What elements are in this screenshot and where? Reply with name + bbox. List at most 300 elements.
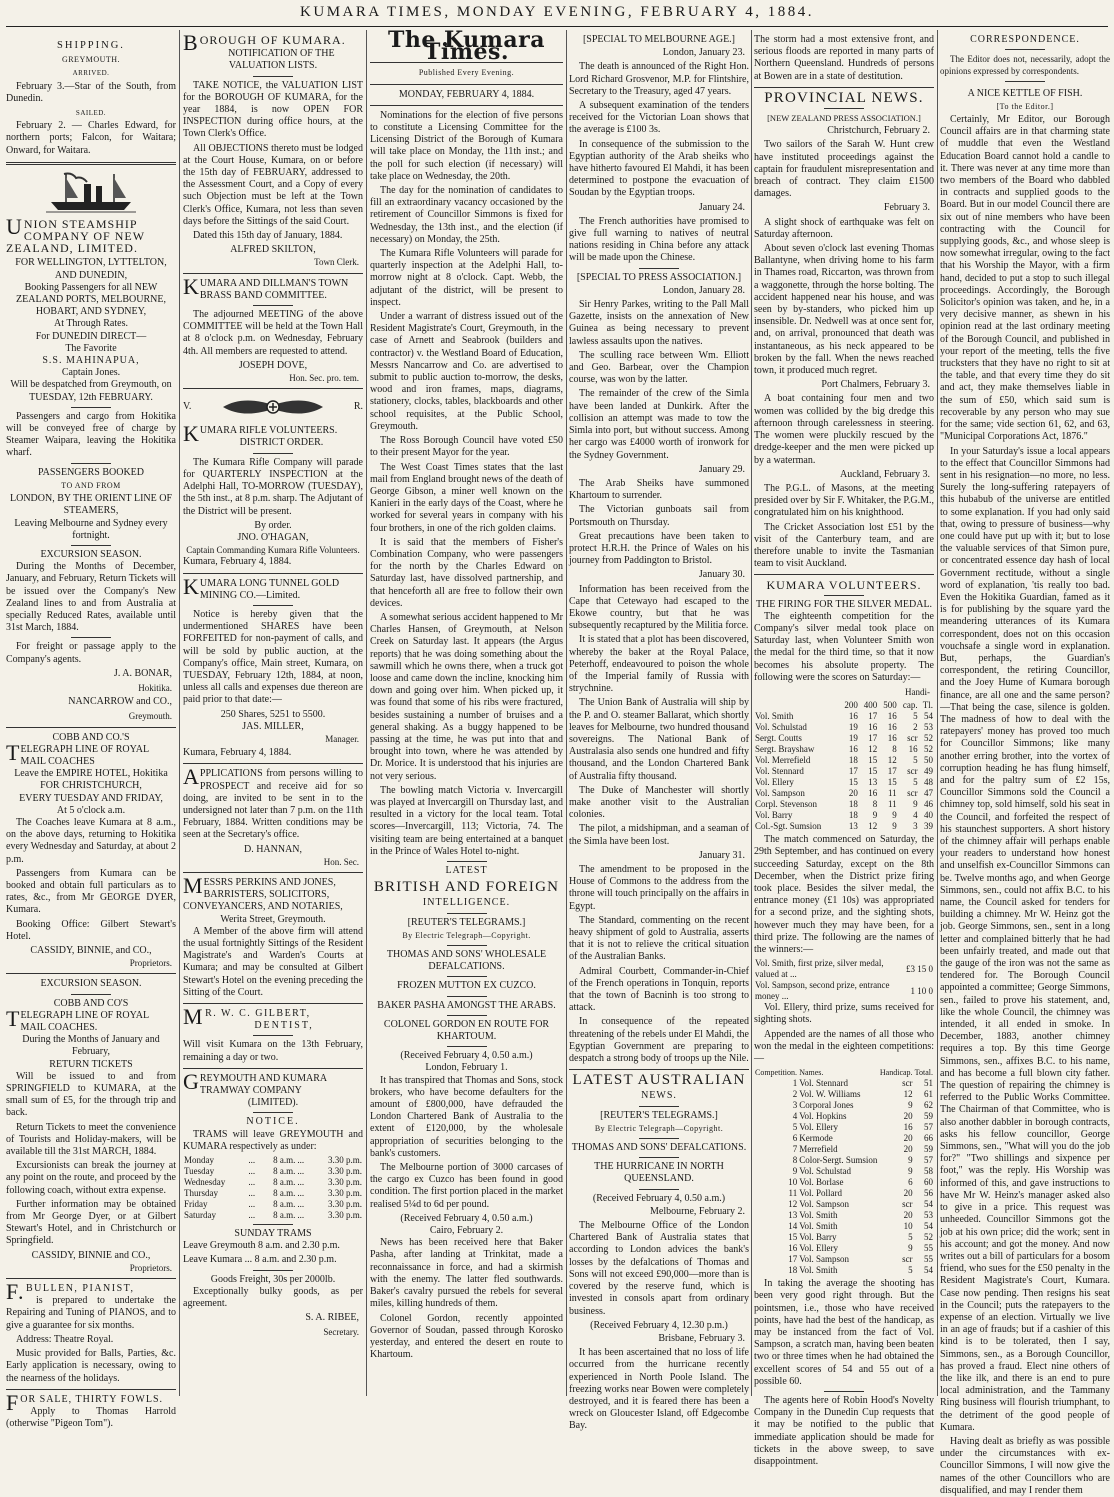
news-paragraph: The Victorian gunboats sail from Portsmouth on Thursday. <box>569 504 749 528</box>
tram-day: Monday <box>184 1155 214 1166</box>
shooter-name: Vol. Stennard <box>755 766 804 777</box>
competition-number: 9 <box>792 1166 798 1177</box>
rifle-signature: JNO. O'HAGAN, <box>237 531 309 543</box>
news-paragraph: It is said that the members of Fisher's Combination Company, who were passengers for the north by the Charles Edward on Saturday last, have dissolved partnership, and that henceforth all are free to follow their own devices. <box>370 536 563 609</box>
score-value: 16 <box>887 722 897 733</box>
score-value: scr <box>907 788 918 799</box>
perkins-address: Werita Street, Greymouth. <box>220 913 326 925</box>
divider <box>6 162 176 165</box>
latest-heading: LATEST <box>445 865 488 876</box>
tram-timetable <box>183 1155 363 1221</box>
score-row <box>754 821 934 832</box>
letter-paragraph: In your Saturday's issue a local appears to the effect that Councillor Simmons had sent in his resignation—no more, no less. Surely the long-suffering ratepayers of this hubabub of the universe are entitled to some explanation. If you had only said that, owing to pressure of business—why one could have put up with it; but to lose the valuable services of that Simon pure, or concentrated essence day hash of local Government rectitude, without a single word of explanation, 'tis really too bad. Even the Hokitika Guardian, famed as it is for publishing by the square yard the meandering utterances of its Kumara correspondent, does not on this occasion vouchsafe a single word in explanation. But, perhaps, the Guardian's correspondent, the retiring Councillor, and the Joey Hume of Kumara borough finance, are all one and the same person?—That being the case, silence is golden. The madness of how to deal with the ratepayers' money has proved too much for Councillor Simmons; like many another erring brother, into the vortex of corruption heading he has flung himself, and for the paltry sum of £2 15s, Councillor Simmons sold the Council a chimney top, sold himself, sold his seat in the Council, and forfeited the respect of his staunchest supporters. A short history of the chimney affair will perhaps enable your readers to understand how honest and unselfish ex-Councillor Simmons can be. Twelve months ago, and when George Simmons, sen., could not affix B.C. to his name, the Council asked for tenders for building a chimney. Mr W. Heinz got the job. George Simmons, sen., sent in a long letter and complained bitterly that he had been unfairly treated, and made out that the gauge of the iron was not the same as tendered for. The Borough Council appointed a committee; George Simmons, sen., failed to prove his statement, and, like the whole Council, the chimney was intended, it all ended in smoke. In December, 1883, another chimney requires a top. By this time George Simmons, sen., affixes B.C. to his name, and has become a full blown city father. The question of repairing the chimney is referred to the Public Works Committee. The Chairman of that Committee, who is also another dabbler in borough contracts, asks his fellow councillor, George Simmons, sen., "What will you do the job for?" "Two shillings and sixpence per foot," was the reply. His Worship was informed of this, and gave instructions to have Mr W. Heinz's manager asked also to give in a price. This request was unheeded. Councillor Simmons got the job at his own price; did the work; sent in his account; and got the money. And now writes out a bill of particulars for a bosom friend, who sues for the £50 penalty in the Resident Magistrate's Court, Kumara. Case now pending. Then resigns his seat in the Council; puts the ratepayers to the expense of an election. Virtually we live in an age of frauds; but if a cashier of this kind is to be tolerated, then I say, Simmons, sen., as a Borough Councillor, has proved a fraud. Elect nine others of the like ilk, and there is an end to pure local administration, and the Tammany Ring business will flourish triumphant, to the detriment of the good people of Kumara. <box>940 445 1110 1433</box>
news-paragraph: A somewhat serious accident happened to Mr Charles Hansen, of Greymouth, at Nelson Creek on Saturday last. It appears (the Argus reports) that he was doing something about the sawmill which he owns there, when a truck got loose and came down the incline, knocking him down and going over him. When picked up, it was found that some of his ribs were fractured, besides sustaining a number of bruises and a general shaking. As a buggy happened to be passing at the time, he was put into that and brought into town, where he was attended by Dr. Morice. It is understood that his injuries are not very serious. <box>370 611 563 782</box>
borough-heading: BOROUGH OF KUMARA. <box>183 30 346 55</box>
news-paragraph: The pilot, a midshipman, and a seaman of the Simla have been lost. <box>569 823 749 847</box>
news-paragraph: A slight shock of earthquake was felt on Saturday afternoon. <box>754 216 934 240</box>
news-paragraph: The remainder of the crew of the Simla have been landed at Dunkirk. After the collision an attempt was made to tow the Simla into port, but without success. Among her cargo was £4000 worth of ironwork for the Sydney Government. <box>569 388 749 461</box>
borough-signature: ALFRED SKILTON, <box>230 244 316 256</box>
news-paragraph: A subsequent examination of the tenders received for the Victorian Loan shows that the average is £100 3s. <box>569 100 749 136</box>
competition-handicap: 9 <box>908 1166 913 1177</box>
competition-total: 51 <box>924 1078 933 1089</box>
competition-winner: Kermode <box>799 1133 833 1144</box>
news-paragraph: Information has been received from the Cape that Cetewayo had escaped to the Ekowe country, but that he was subsequently recaptured by the Militia force. <box>569 583 749 632</box>
tram-leader: ... <box>248 1188 256 1199</box>
letter-paragraph: Certainly, Mr Editor, our Borough Council affairs are in that charming state of muddle that even the Westland Education Board cannot hold a candle to it. There was never at any time more than two members of the Board who dabbled in contracts and supplied goods to the Board. But in our model Council there are six out of nine members who have been contracting with the Council for supplying goods, &c., and whose sleep is now somewhat irregular, owing to the fact that his Worship the Mayor, with a firm hand, decided to put a stop to such illegal proceedings. Accordingly, the Borough Solicitor's opinion was taken, and he, in a very decisive manner, as shewn in his opinion read at the last ordinary meeting of the Borough Council, and published in your report of the meeting, tells the five trucksters that they have no right to sit at the table, and that every time they do sit and act, they make themselves liable in the sum of £50, which said sum is recoverable by any person who may sue for the same; vide section 61, 62, and 63, "Municipal Corporations Act, 1876." <box>940 114 1110 443</box>
divider <box>183 273 363 274</box>
winners-table <box>754 958 934 1002</box>
published-line: Published Every Evening. <box>418 68 515 78</box>
top-rule <box>6 26 1108 27</box>
score-value: 11 <box>888 799 897 810</box>
divider <box>183 573 363 574</box>
score-value: 12 <box>868 744 878 755</box>
shooter-name: Corpl. Stevenson <box>755 799 817 810</box>
news-paragraph: Nominations for the election of five persons to constitute a Licensing Committee for the Licensing District of the Borough of Kumara will take place on Monday, the 11th inst.; and the poll for such election (if necessary) will take place on Wednesday, the 20th. <box>370 109 563 182</box>
latest-australian-heading: LATEST AUSTRALIAN <box>572 1072 746 1089</box>
shooter-name: Sergt. Brayshaw <box>755 744 815 755</box>
union-passengers: Passengers and cargo from Hokitika will be conveyed free of charge by Steamer Waipara, leaving the Hokitika wharf. <box>6 410 176 459</box>
headline: THE HURRICANE IN NORTH QUEENSLAND. <box>594 1161 724 1185</box>
score-value: 18 <box>848 755 858 766</box>
competition-row <box>754 1254 934 1265</box>
reuters-label: [REUTER'S TELEGRAMS.] <box>600 1109 718 1121</box>
divider <box>824 1391 864 1392</box>
excursion-heading: EXCURSION SEASON. <box>40 548 142 560</box>
headline: FROZEN MUTTON EX CUZCO. <box>397 980 536 992</box>
news-paragraph: The Cricket Association lost £51 by the visit of the Canterbury team, and are therefore unable to invite the Tasmanian team to visit Auckland. <box>754 521 934 570</box>
tramway-notice: NOTICE. <box>246 1116 300 1128</box>
agent-2: NANCARROW and CO., <box>68 696 172 708</box>
competition-handicap: 12 <box>903 1089 913 1100</box>
dateline: London, February 1. <box>425 1062 508 1074</box>
competition-total: 54 <box>924 1199 933 1210</box>
dateline: Christchurch, February 2. <box>827 125 930 137</box>
tram-day: Tuesday <box>184 1166 215 1177</box>
competition-winner: Vol. Schulstad <box>799 1166 852 1177</box>
news-paragraph: The agents here of Robin Hood's Novelty Company in the Dunedin Cup requests that it may be notified to the public that immediate application should be made for tickets in the above sweep, to save disappointment. <box>754 1395 934 1468</box>
british-foreign-heading: BRITISH AND FOREIGN <box>373 879 560 896</box>
competition-row <box>754 1122 934 1133</box>
port-name: GREYMOUTH. <box>61 55 121 65</box>
score-value: 5 <box>913 711 918 722</box>
divider <box>1005 49 1045 50</box>
intelligence-heading: INTELLIGENCE. <box>422 897 511 909</box>
tunnel-body: Notice is hereby given that the undermentioned SHARES have been FORFEITED for non-payment of calls, and will be sold by public auction, at the Company's office, Main street, Kumara, on TUESDAY, February 12th, 1884, at noon, unless all calls and expenses due thereon are paid prior to that date:— <box>183 608 363 706</box>
shooter-name: Col.-Sgt. Sumsion <box>755 821 822 832</box>
competition-winner: Vol. Ellery <box>799 1122 839 1133</box>
divider <box>639 1189 679 1190</box>
score-value: 16 <box>887 733 897 744</box>
special-label: [SPECIAL TO PRESS ASSOCIATION.] <box>576 271 742 283</box>
dateline: London, January 23. <box>662 47 745 59</box>
competition-row <box>754 1265 934 1276</box>
tunnel-shares: 250 Shares, 5251 to 5500. <box>220 708 326 720</box>
sunday-trams-1: Leave Greymouth 8 a.m. and 2.30 p.m. <box>183 1240 340 1252</box>
competition-handicap: 9 <box>908 1100 913 1111</box>
divider <box>71 994 111 995</box>
score-header-cell: 200 <box>844 700 858 711</box>
score-value: 8 <box>892 744 897 755</box>
competition-winner: Vol. Borlase <box>799 1177 844 1188</box>
tramway-limited: (LIMITED). <box>247 1097 299 1109</box>
tram-afternoon: 3.30 p.m. <box>327 1199 362 1210</box>
tram-morning: 8 a.m. <box>273 1177 296 1188</box>
provincial-news-heading: PROVINCIAL NEWS. <box>764 89 924 106</box>
rifle-by-order: By order. <box>254 519 292 531</box>
competition-total: 52 <box>924 1232 933 1243</box>
news-paragraph: The eighteenth competition for the Company's silver medal took place on Saturday last, when Volunteer Smith won the medal for the third time, so that it now becomes his absolute property. The following were the scores on Saturday:— <box>754 610 934 683</box>
excursion-2-heading: EXCURSION SEASON. <box>40 978 142 990</box>
competition-handicap: 20 <box>903 1210 913 1221</box>
received-line: (Received February 4, 0.50 a.m.) <box>592 1192 726 1204</box>
divider <box>370 105 563 106</box>
competition-handicap: 5 <box>908 1265 913 1276</box>
tram-morning: 8 a.m. <box>273 1155 296 1166</box>
news-paragraph: News has been received here that Baker Pasha, after landing at Trinkitat, made a reconnaissance in force, and had a skirmish with the enemy. The latter fled southwards. Baker's cavalry pursued the rebels for several miles, killing hundreds of them. <box>370 1237 563 1310</box>
cobb-2-signature-role: Proprietors. <box>129 1262 172 1273</box>
bullen-body-2: Music provided for Balls, Parties, &c. Early application is necessary, owing to the nearness of the holidays. <box>6 1348 176 1384</box>
news-paragraph: The day for the nomination of candidates to fill an extraordinary vacancy occasioned by the retirement of Councillor Simmons is fixed for Wednesday, the 13th inst., and the election (if necessary) on Monday, the 25th. <box>370 185 563 245</box>
cobb-2-title: TELEGRAPH LINE OF ROYAL MAIL COACHES. <box>6 1005 149 1034</box>
column-rule <box>566 30 567 1396</box>
excursion-text: During the Months of December, January, and February, Return Tickets will be issued over the Company's New Zealand lines to and from Australia at specially Reduced Rates, available until 31st March, 1884. <box>6 561 176 634</box>
competition-number: 4 <box>792 1111 798 1122</box>
bullen-heading: F.BULLEN, PIANIST, <box>6 1279 135 1305</box>
union-title: UNION STEAMSHIP COMPANY OF NEW ZEALAND, LIMITED. <box>6 213 145 256</box>
arrived-text: February 3.—Star of the South, from Dunedin. <box>6 80 176 104</box>
gilbert-heading: MR. W. C. GILBERT, <box>183 1004 311 1030</box>
press-association-label: [NEW ZEALAND PRESS ASSOCIATION.] <box>767 113 921 124</box>
news-paragraph: In taking the average the shooting has been very good right through. But the pointsmen, i.e., those who have received points, have had the best of the handicap, as may be instanced from the fact of Vol. Sampson, a scratch man, having been beaten two or three times when he had obtained the excellent scores of 54 and 55 out of a possible 60. <box>754 1278 934 1387</box>
competition-winner: Vol. Smith <box>799 1210 838 1221</box>
news-paragraph: The death is announced of the Right Hon. Lord Richard Grosvenor, M.P. for Flintshire, Secretary to the Treasury, aged 47 years. <box>569 61 749 97</box>
score-value: 8 <box>872 799 878 810</box>
dateline: Port Chalmers, February 3. <box>821 379 930 391</box>
score-value: 9 <box>913 799 918 810</box>
news-paragraph: Two sailors of the Sarah W. Hunt crew have instituted proceedings against the captain for fraudulent misrepresentation and breach of contract. They claim £1500 damages. <box>754 139 934 200</box>
tram-morning: 8 a.m. <box>273 1166 296 1177</box>
divider <box>824 595 864 596</box>
tram-leader: ... <box>297 1155 305 1166</box>
score-value: scr <box>907 766 918 777</box>
score-value: 19 <box>848 733 858 744</box>
tram-morning: 8 a.m. <box>273 1199 296 1210</box>
news-paragraph: The Kumara Rifle Volunteers will parade for quarterly inspection at the Adelphi Hall, to-morrow night at 8 o'clock. Capt. Webb, the adjutant of the district, will be present to inspect. <box>370 248 563 308</box>
news-paragraph: Vol. Ellery, third prize, sums received for sighting shots. <box>754 1002 934 1026</box>
score-value: 3 <box>913 821 918 832</box>
divider <box>253 605 293 606</box>
divider <box>639 1138 679 1139</box>
score-value: 17 <box>887 766 897 777</box>
score-value: 5 <box>913 777 918 788</box>
news-paragraph: Under a warrant of distress issued out of the Resident Magistrate's Court, Greymouth, in the case of Arnett and Seabrook (builders and contractor) v. the Westland Board of Education, Messrs Nancarrow and Co. are advertised to submit to public auction to-morrow, the desks, wood and iron frames, maps, diagrams, stationery, clocks, tables, blackboards and other school requisites, at the Public School, Greymouth. <box>370 311 563 432</box>
competition-winner: Vol. Smith <box>799 1265 838 1276</box>
divider <box>183 1003 363 1004</box>
column-6 <box>940 30 1110 1496</box>
copyright-line: By Electric Telegraph—Copyright. <box>594 1123 724 1133</box>
competition-number: 15 <box>788 1232 798 1243</box>
cobb-2-body: Will be issued to and from SPRINGFIELD to KUMARA, at the small sum of £5, for the through trip and back. <box>6 1070 176 1119</box>
tram-leader: ... <box>248 1166 256 1177</box>
score-value: 16 <box>848 744 858 755</box>
news-paragraph: The match commenced on Saturday, the 29th September, and has continued on every succeeding Saturday, except on the 8th December, when the District prize firing took place. Besides the silver medal, the entrance money (£1 10s) was appropriated for a second prize, and the sighting shots, however much they may have been, for a third prize. The following are the names of the winners:— <box>754 834 934 955</box>
competition-row <box>754 1243 934 1254</box>
divider <box>183 872 363 873</box>
score-header-cell: cap. <box>902 700 918 711</box>
sailed-text: February 2. — Charles Edward, for northern ports; Falcon, for Waitara; Onward, for Waitara. <box>6 120 176 156</box>
divider <box>370 84 563 85</box>
competition-total: 55 <box>924 1254 933 1265</box>
tram-morning: 8 a.m. <box>273 1188 296 1199</box>
borough-body-2: All OBJECTIONS thereto must be lodged at the Court House, Kumara, on or before the 15th day of FEBRUARY, addressed to the Assessment Court, and a Copy of every such Objection must be left at the Town Clerk's Office, Kumara, not less than seven days before the Sittings of the said Court. <box>183 142 363 227</box>
special-label: [SPECIAL TO MELBOURNE AGE.] <box>582 34 736 45</box>
royal-cipher-row <box>183 393 363 421</box>
headline: THOMAS AND SONS' WHOLESALE DEFALCATIONS. <box>386 949 547 973</box>
score-row <box>754 810 934 821</box>
union-ship: S.S. MAHINAPUA, <box>42 355 140 367</box>
score-value: 13 <box>868 777 878 788</box>
competition-row <box>754 1144 934 1155</box>
score-row <box>754 777 934 788</box>
tramway-body: TRAMS will leave GREYMOUTH and KUMARA respectively as under: <box>183 1128 363 1152</box>
competition-number: 16 <box>788 1243 798 1254</box>
applications-signature: D. HANNAN, <box>243 843 303 855</box>
news-paragraph: The Union Bank of Australia will ship by the P. and O. steamer Ballarat, which shortly leaves for Melbourne, two hundred thousand sovereigns. The National Bank of Australasia also sends one hundred and fifty thousand, and the London Chartered Bank of Australia fifty thousand. <box>569 697 749 782</box>
competition-number: 18 <box>788 1265 798 1276</box>
tramway-heading: GREYMOUTH AND KUMARA TRAMWAY COMPANY <box>183 1068 327 1097</box>
divider <box>754 87 934 88</box>
dateline: Brisbane, February 3. <box>658 1332 745 1344</box>
tunnel-signature-role: Manager. <box>325 733 359 744</box>
competition-winner: Vol. Hopkins <box>799 1111 847 1122</box>
divider <box>183 388 363 389</box>
cobb-2-during: During the Months of January and February, <box>22 1034 160 1058</box>
shooter-name: Vol. Smith <box>755 711 794 722</box>
tram-day: Friday <box>184 1199 208 1210</box>
divider <box>824 108 864 109</box>
score-value: 4 <box>913 810 918 821</box>
competition-winner: Vol. W. Williams <box>799 1089 861 1100</box>
union-date: TUESDAY, 12th FEBRUARY. <box>29 391 153 403</box>
competition-row <box>754 1221 934 1232</box>
tram-row <box>183 1188 363 1199</box>
competition-number: 13 <box>788 1210 798 1221</box>
competition-handicap: 9 <box>908 1155 913 1166</box>
tram-afternoon: 3.30 p.m. <box>327 1188 362 1199</box>
divider <box>6 973 176 974</box>
news-paragraph: The Arab Sheiks have summoned Khartoum to surrender. <box>569 477 749 502</box>
competition-number: 17 <box>788 1254 798 1265</box>
score-value: 2 <box>913 722 918 733</box>
divider <box>71 637 111 638</box>
news-paragraph: The Duke of Manchester will shortly make another visit to the Australian colonies. <box>569 784 749 821</box>
score-value: scr <box>907 733 918 744</box>
handicap-label: Handi- <box>905 686 930 697</box>
shooter-name: Vol. Ellery <box>755 777 794 788</box>
score-value: 18 <box>848 810 858 821</box>
cobb-2-return: RETURN TICKETS <box>49 1058 133 1070</box>
applications-notice: APPLICATIONS from persons willing to PROSPECT and receive aid for so doing, are invited to be sent in to the undersigned not later than 7 p.m. on the 11th February, 1884. Written conditions may be seen at the Secretary's office. <box>183 764 363 841</box>
divider <box>71 463 111 464</box>
divider <box>183 763 363 764</box>
news-paragraph: Appended are the names of all those who won the medal in the eighteen competitions:— <box>754 1028 934 1064</box>
divider <box>447 1015 487 1016</box>
rifle-date: Kumara, February 4, 1884. <box>183 556 292 568</box>
reuters-label: [REUTER'S TELEGRAMS.] <box>407 916 526 928</box>
news-paragraph: The bowling match Victoria v. Invercargill was played at Invercargill on Thursday last, and resulted in a victory for the local team. Total scores—Invercargill, 113; Victoria, 74. The visiting team are being entertained at a banquet in the Prince of Wales Hotel to-night. <box>370 784 563 857</box>
winner-row <box>754 980 934 1002</box>
tram-afternoon: 3.30 p.m. <box>327 1177 362 1188</box>
score-value: 17 <box>848 766 858 777</box>
score-header-row <box>754 700 934 711</box>
to-editor-line: [To the Editor.] <box>996 101 1054 111</box>
arrived-label: ARRIVED. <box>72 69 110 78</box>
score-row <box>754 711 934 722</box>
competition-total: 59 <box>924 1144 933 1155</box>
fowls-body: Apply to Thomas Harrold (otherwise "Pigeon Tom"). <box>6 1405 176 1430</box>
competition-row <box>754 1078 934 1089</box>
competition-winner: Vol. Barry <box>799 1232 837 1243</box>
freight-text: For freight or passage apply to the Company's agents. <box>6 641 176 665</box>
tramway-signature: S. A. RIBEE, <box>305 1312 359 1324</box>
divider <box>447 996 487 997</box>
competition-handicap: 5 <box>908 1232 913 1243</box>
score-value: 18 <box>848 799 858 810</box>
borough-subheading: NOTIFICATION OF THE VALUATION LISTS. <box>228 48 335 72</box>
news-paragraph: The West Coast Times states that the last mail from England brought news of the death of George Gibson, a miner well known on the Kanieri in the early days of the Coast, where he worked for several years in company with his four brothers, in one of the rich golden claims. <box>370 461 563 534</box>
divider <box>6 1389 176 1390</box>
cobb-signature-role: Proprietors. <box>129 958 172 969</box>
competition-row <box>754 1199 934 1210</box>
news-paragraph: In consequence of the repeated threatening of the rebels under El Mahdi, the Egyptian Government are preparing to despatch a strong body of troops up the Nile. <box>569 1016 749 1065</box>
rifle-subheading: DISTRICT ORDER. <box>239 437 324 449</box>
cobb-signature: CASSIDY, BINNIE, and CO., <box>30 945 152 956</box>
tram-row <box>183 1210 363 1221</box>
competition-row <box>754 1155 934 1166</box>
competition-number: 7 <box>792 1144 798 1155</box>
shooter-name: Vol. Barry <box>755 810 793 821</box>
competition-handicap: 6 <box>908 1177 913 1188</box>
score-row <box>754 799 934 810</box>
bulky-goods: Exceptionally bulky goods, as per agreement. <box>183 1285 363 1310</box>
score-value: 11 <box>888 788 897 799</box>
score-header-cell: 500 <box>883 700 897 711</box>
competition-total: 53 <box>924 1210 933 1221</box>
perkins-body: A Member of the above firm will attend the usual fortnightly Sittings of the Resident Magistrate's and Warden's Courts at Kumara; and may be consulted at Gilbert Stewart's Hotel on the evening preceding the Sitting of the Court. <box>183 925 363 998</box>
dateline: January 30. <box>698 569 745 581</box>
competition-total: 66 <box>924 1133 933 1144</box>
perkins-heading: MESSRS PERKINS AND JONES, BARRISTERS, SOLICITORS, CONVEYANCERS, AND NOTARIES, <box>183 872 343 913</box>
shooter-name: Sergt. Coutts <box>755 733 802 744</box>
score-value: 53 <box>924 722 933 733</box>
competition-winner: Vol. Sampson <box>799 1254 850 1265</box>
cobb-time: At 5 o'clock a.m. <box>56 804 126 816</box>
tram-morning: 8 a.m. <box>273 1210 296 1221</box>
competition-total: 58 <box>924 1166 933 1177</box>
score-value: 19 <box>848 722 858 733</box>
union-rates: At Through Rates. <box>54 318 128 330</box>
borough-dated: Dated this 15th day of January, 1884. <box>193 230 343 242</box>
news-paragraph: It is stated that a plot has been discovered, whereby the baker at the Royal Palace, Peterhoff, endeavoured to poison the whole of the Imperial family of Russia with strychnine. <box>569 634 749 695</box>
headline: COLONEL GORDON EN ROUTE FOR KHARTOUM. <box>383 1018 550 1043</box>
score-header-cell: 400 <box>863 700 878 711</box>
competition-winner: Vol. Pollard <box>799 1188 843 1199</box>
competition-number: 10 <box>788 1177 798 1188</box>
score-value: 9 <box>892 821 897 832</box>
steamship-icon <box>46 170 136 214</box>
competition-handicap: 16 <box>903 1122 913 1133</box>
news-paragraph: It has been ascertained that no loss of life occurred from the hurricane recently experienced in North Poole Island. The freezing works near Bowen were completely destroyed, and it is feared there has been a wreck on Gloucester Island, off Edgecombe Bay. <box>569 1347 749 1432</box>
competition-row <box>754 1232 934 1243</box>
score-row <box>754 733 934 744</box>
tram-leader: ... <box>248 1155 256 1166</box>
band-signature: JOSEPH DOVE, <box>238 359 308 371</box>
news-paragraph: In consequence of the submission to the Egyptian authority of the Arab sheiks who have hitherto favoured El Mahdi, it has been determined to postpone the evacuation of Soudan by the Egyptian troops. <box>569 138 749 199</box>
score-value: 16 <box>868 722 878 733</box>
competition-header-cell: Names. <box>799 1068 824 1078</box>
competition-handicap: 9 <box>908 1243 913 1254</box>
competition-winner: Corporal Jones <box>799 1100 854 1111</box>
competition-handicap: scr <box>902 1254 913 1265</box>
score-value: 15 <box>848 777 858 788</box>
agent-1: J. A. BONAR, <box>113 667 172 679</box>
score-value: 20 <box>848 788 858 799</box>
dateline: Auckland, February 3. <box>840 468 930 480</box>
band-heading: KUMARA AND DILLMAN'S TOWN BRASS BAND COMMITTEE. <box>183 273 349 301</box>
competition-number: 1 <box>792 1078 798 1089</box>
competition-row <box>754 1111 934 1122</box>
fowls-heading: FOR SALE, THIRTY FOWLS. <box>6 1389 164 1415</box>
booked-heading: PASSENGERS BOOKED <box>37 466 145 478</box>
score-value: 5 <box>913 755 918 766</box>
score-value: 48 <box>924 777 933 788</box>
divider <box>639 1106 679 1107</box>
royal-crest-icon <box>213 395 333 419</box>
column-rule <box>179 30 180 1396</box>
competition-handicap: 20 <box>903 1144 913 1155</box>
dateline: Melbourne, February 2. <box>650 1205 745 1217</box>
sailed-label: SAILED. <box>75 109 107 118</box>
competition-number: 5 <box>792 1122 798 1133</box>
score-value: 52 <box>924 733 933 744</box>
score-value: 9 <box>892 810 897 821</box>
winner-row <box>754 958 934 980</box>
competition-total: 62 <box>924 1100 933 1111</box>
shooter-name: Vol. Sampson <box>755 788 805 799</box>
score-value: 16 <box>908 744 918 755</box>
competition-total: 60 <box>924 1177 933 1188</box>
competition-header-row <box>754 1067 934 1078</box>
tramway-signature-role: Secretary. <box>323 1327 359 1338</box>
cobb-2-body-2: Return Tickets to meet the convenience of Tourists and Holiday-makers, will be available till the 31st MARCH, 1884. <box>6 1121 176 1158</box>
shooter-name: Vol. Schulstad <box>755 722 807 733</box>
competition-handicap: 20 <box>903 1111 913 1122</box>
competition-handicap: scr <box>902 1078 913 1089</box>
competition-row <box>754 1188 934 1199</box>
score-value: 17 <box>868 711 878 722</box>
booked-to: TO AND FROM <box>61 480 121 490</box>
union-despatch: Will be despatched from Greymouth, on <box>10 379 172 391</box>
score-value: 15 <box>868 755 878 766</box>
issue-date: MONDAY, FEBRUARY 4, 1884. <box>398 88 535 100</box>
competition-winner: Merrefield <box>799 1144 838 1155</box>
competition-total: 55 <box>924 1243 933 1254</box>
score-value: 52 <box>924 744 933 755</box>
competition-handicap: 20 <box>903 1188 913 1199</box>
divider <box>253 1035 293 1036</box>
agent-1-place: Hokitika. <box>138 682 172 693</box>
